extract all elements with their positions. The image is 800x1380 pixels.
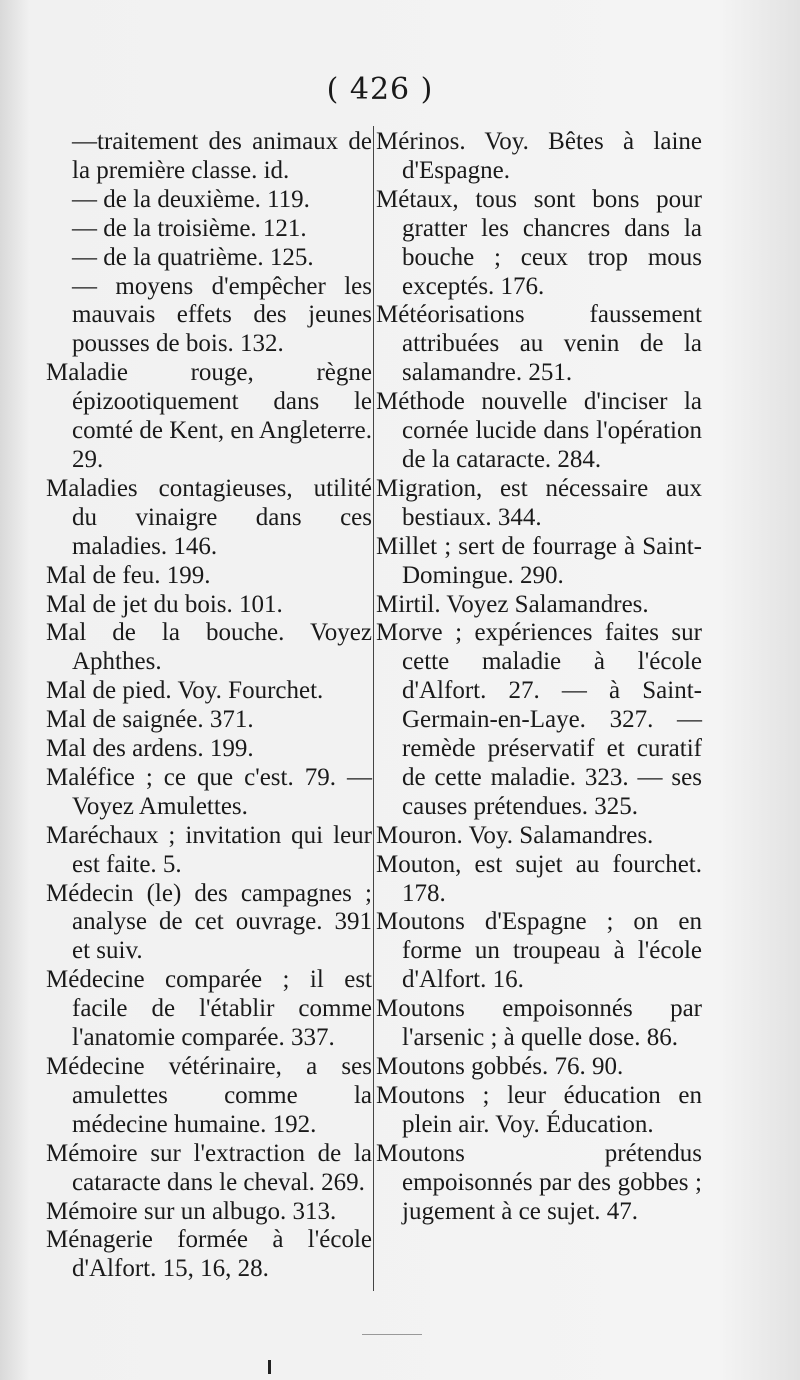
index-entry: Maladie rouge, règne épizootiquement dans le comté de Kent, en Angleterre. 29. xyxy=(46,359,372,473)
index-entry: Mérinos. Voy. Bêtes à laine d'Espagne. xyxy=(376,128,702,184)
index-entry: Mal de pied. Voy. Fourchet. xyxy=(46,677,324,705)
index-entry: — de la quatrième. 125. xyxy=(72,243,314,271)
index-entry: Mal de feu. 199. xyxy=(46,561,211,589)
bottom-mark xyxy=(268,1360,271,1374)
index-entry: Maléfice ; ce que c'est. 79. — Voyez Amulettes. xyxy=(46,763,372,820)
index-entry: Médecin (le) des campagnes ; analyse de cet ouvrage. 391 et suiv. xyxy=(46,879,372,965)
index-entry: Moutons ; leur éducation en plein air. Voy. Éducation. xyxy=(376,1081,702,1138)
index-entry: Morve ; expériences faites sur cette maladie à l'école d'Alfort. 27. — à Saint-Germain-en-Laye. 327. — remède préservatif et curatif de cette maladie. 323. — ses causes prétendues. 325. xyxy=(376,619,702,820)
index-entry: — de la deuxième. 119. xyxy=(72,185,310,213)
index-entry: — moyens d'empêcher les mauvais effets des jeunes pousses de bois. 132. xyxy=(72,272,372,358)
index-entry: Millet ; sert de fourrage à Saint-Domingue. 290. xyxy=(376,532,702,589)
index-entry: Métaux, tous sont bons pour gratter les chancres dans la bouche ; ceux trop mous exceptés. 176. xyxy=(376,185,702,300)
index-entry: Météorisations faussement attribuées au venin de la salamandre. 251. xyxy=(376,301,702,387)
index-entry: Maladies contagieuses, utilité du vinaigre dans ces maladies. 146. xyxy=(46,474,372,560)
footer-rule xyxy=(362,1334,422,1335)
index-entry: Mouron. Voy. Salamandres. xyxy=(376,821,654,849)
index-entry: Moutons empoisonnés par l'arsenic ; à quelle dose. 86. xyxy=(376,995,702,1052)
index-entry: Moutons gobbés. 76. 90. xyxy=(376,1053,624,1080)
right-index-column xyxy=(376,128,702,1226)
index-entry: Méthode nouvelle d'inciser la cornée lucide dans l'opération de la cataracte. 284. xyxy=(376,388,702,473)
index-entry: Mémoire sur un albugo. 313. xyxy=(46,1197,337,1225)
index-entry: Migration, est nécessaire aux bestiaux. 344. xyxy=(376,474,702,531)
index-entry: Ménagerie formée à l'école d'Alfort. 15, 16, 28. xyxy=(46,1226,372,1283)
index-entry: Mal de jet du bois. 101. xyxy=(46,590,283,618)
left-index-column xyxy=(46,128,372,1284)
page-number: ( 426 ) xyxy=(326,72,434,107)
index-entry: Mouton, est sujet au fourchet. 178. xyxy=(376,850,702,907)
index-entry: —traitement des animaux de la première classe. id. xyxy=(72,128,372,184)
index-entry: Mal de saignée. 371. xyxy=(46,706,254,734)
index-entry: Médecine comparée ; il est facile de l'établir comme l'anatomie comparée. 337. xyxy=(46,966,372,1052)
index-entry: Mal de la bouche. Voyez Aphthes. xyxy=(46,619,372,676)
index-entry: Maréchaux ; invitation qui leur est faite. 5. xyxy=(46,821,372,878)
index-entry: Moutons prétendus empoisonnés par des gobbes ; jugement à ce sujet. 47. xyxy=(376,1139,702,1225)
index-entry: — de la troisième. 121. xyxy=(72,214,307,242)
column-divider xyxy=(373,126,374,1291)
index-entry: Mémoire sur l'extraction de la cataracte dans le cheval. 269. xyxy=(46,1139,372,1196)
index-entry: Médecine vétérinaire, a ses amulettes comme la médecine humaine. 192. xyxy=(46,1053,372,1138)
index-entry: Mal des ardens. 199. xyxy=(46,735,254,763)
index-entry: Mirtil. Voyez Salamandres. xyxy=(376,590,649,618)
index-entry: Moutons d'Espagne ; on en forme un troupeau à l'école d'Alfort. 16. xyxy=(376,908,702,994)
